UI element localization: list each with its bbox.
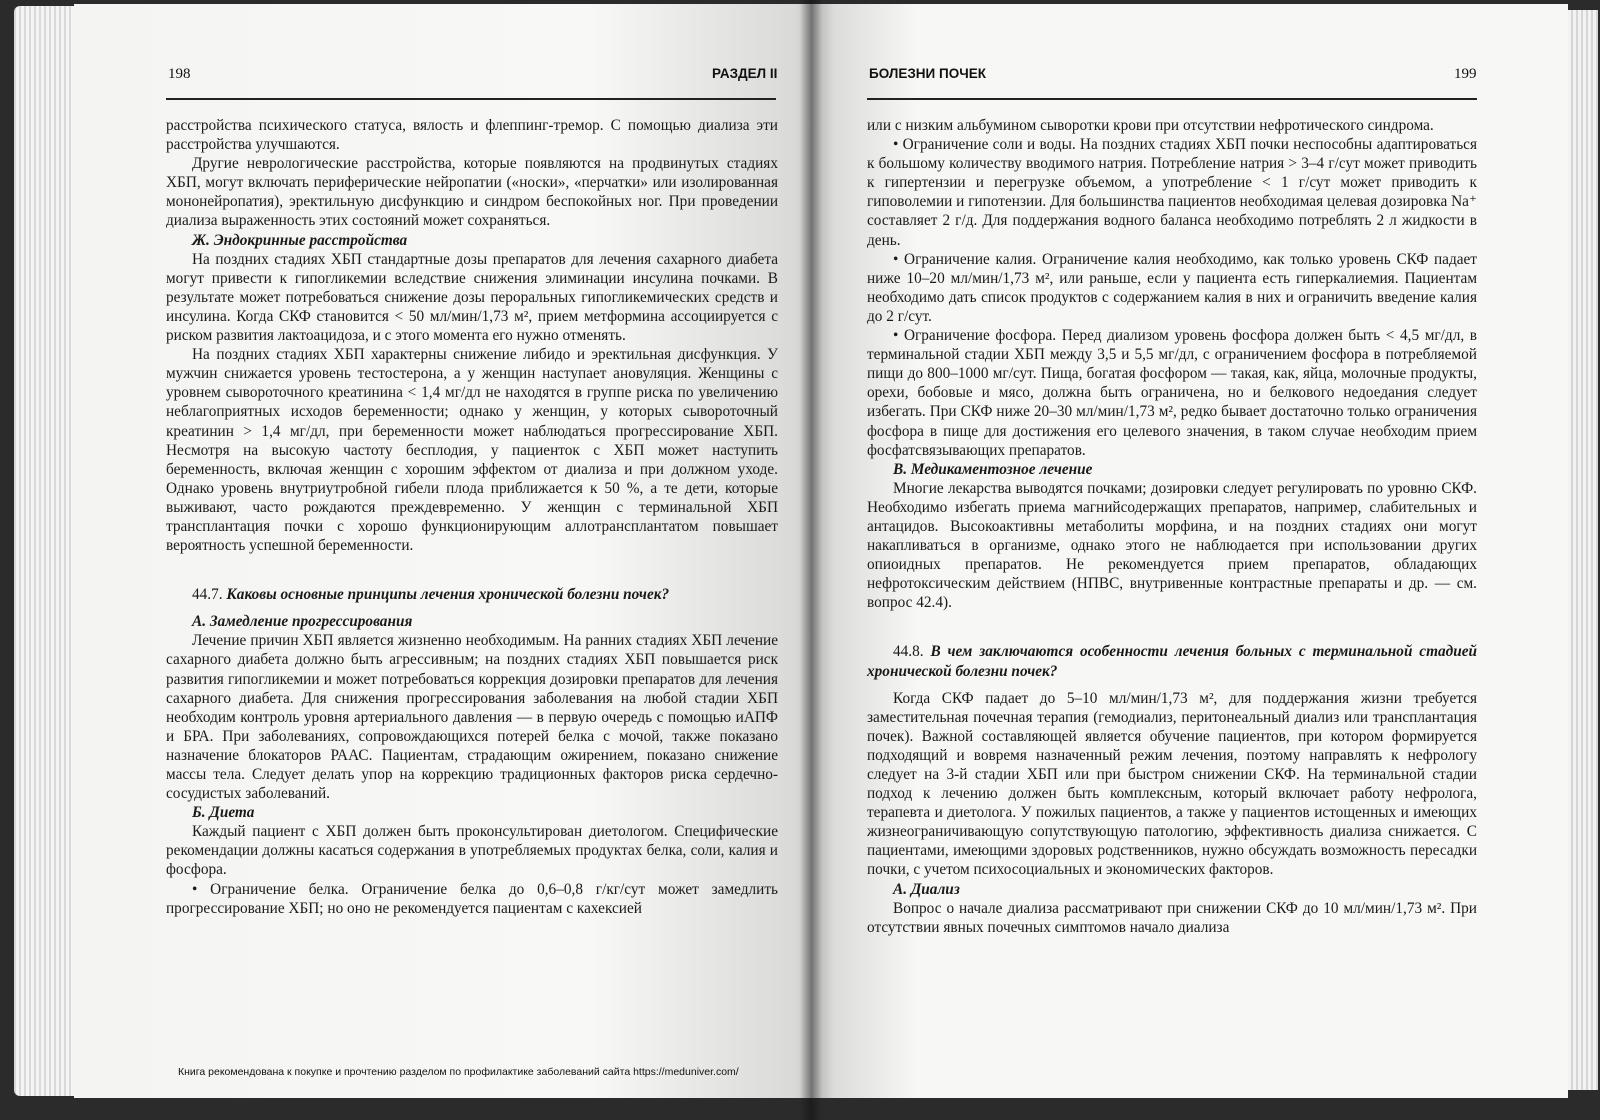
section-heading: В. Медикаментозное лечение	[893, 460, 1093, 478]
paragraph: расстройства психического статуса, вялость и флеппинг-тремор. С помощью диализа эти расстройства улучшаются.	[166, 117, 778, 154]
paragraph: Лечение причин ХБП является жизненно необходимым. На ранних стадиях ХБП лечение сахарного диабета должно быть агрессивным; на поздних стадиях ХБП повышается риск развития гипогликемии и может потребоваться коррекция дозировки препаратов для лечения сахарного диабета. Для снижения прогрессирования заболевания на любой стадии ХБП необходим контроль уровня артериального давления — в первую очередь с помощью иАПФ и БРА. При заболеваниях, сопровождающихся потерей белка с мочой, также показано назначение блокаторов РААС. Пациентам, страдающим ожирением, показано снижение массы тела. Следует делать упор на коррекцию традиционных факторов риска сердечно-сосудистых заболеваний.	[166, 632, 778, 803]
paragraph: • Ограничение фосфора. Перед диализом уровень фосфора должен быть < 4,5 мг/дл, в терминальной стадии ХБП между 3,5 и 5,5 мг/дл, с ограничением фосфора в потребляемой пищи до 800–1000 мг/сут. Пища, богатая фосфором — такая, как, яйца, молочные продукты, орехи, бобовые и мясо, должна быть ограничена, но и белкового недоедания следует избегать. При СКФ ниже 20–30 мл/мин/1,73 м², редко бывает достаточно только ограничения фосфора в пище для достижения его целевого значения, в таком случае необходим прием фосфатсвязывающих препаратов.	[867, 327, 1477, 459]
right-page-number: 199	[1454, 66, 1477, 82]
question-number: 44.7.	[192, 586, 223, 604]
paragraph: Другие неврологические расстройства, которые появляются на продвинутых стадиях ХБП, могут включать периферические нейропатии («носки», «перчатки» или изолированная мононейропатия), эректильную дисфункцию и синдром беспокойных ног. При проведении диализа выраженность этих состояний может сохраняться.	[166, 155, 778, 230]
paragraph: На поздних стадиях ХБП стандартные дозы препаратов для лечения сахарного диабета могут привести к гипогликемии вследствие снижения элиминации инсулина почками. В результате может потребоваться снижение дозы пероральных гипогликемических средств и инсулина. Когда СКФ становится < 50 мл/мин/1,73 м², прием метформина ассоциируется с риском развития лактоацидоза, и с этого момента его нужно отменять.	[166, 250, 778, 345]
section-heading: Б. Диета	[192, 804, 255, 822]
paragraph: Многие лекарства выводятся почками; дозировки следует регулировать по уровню СКФ. Необходимо избегать приема магнийсодержащих препаратов, например, слабительных и антацидов. Высокоактивны метаболиты морфина, и на поздних стадиях они могут накапливаться в организме, однако этого не наблюдается при использовании других опиоидных препаратов. Не рекомендуется прием препаратов, обладающих нефротоксическим действием (НПВС, внутривенные контрастные препараты и др. — см. вопрос 42.4).	[867, 479, 1477, 612]
right-page	[811, 4, 1568, 1098]
paragraph: На поздних стадиях ХБП характерны снижение либидо и эректильная дисфункция. У мужчин снижается уровень тестостерона, а у женщин наступает ановуляция. Женщины с уровнем сывороточного креатинина < 1,4 мг/дл не находятся в группе риска по увеличению неблагоприятных исходов беременности; однако у женщин, у которых сывороточный креатинин > 1,4 мг/дл, при беременности может наблюдаться прогрессирование ХБП. Несмотря на высокую частоту бесплодия, у пациенток с ХБП может наступить беременность, включая женщин с хорошим эффектом от диализа и при должном уходе. Однако уровень внутриутробной гибели плода приближается к 50 %, а те дети, которые выживают, часто рождаются преждевременно. У женщин с терминальной ХБП трансплантация почки с хорошо функционирующим аллотрансплантатом повышает вероятность успешной беременности.	[166, 346, 778, 555]
question-text: В чем заключаются особенности лечения больных с терминальной стадией хронической болезни почек?	[867, 643, 1478, 680]
question-text: Каковы основные принципы лечения хронической болезни почек?	[226, 586, 670, 604]
left-running-head: РАЗДЕЛ II	[712, 66, 778, 81]
left-text-column	[166, 116, 778, 918]
section-heading: Ж. Эндокринные расстройства	[192, 231, 408, 249]
book-gutter	[800, 0, 822, 1120]
question-heading	[166, 585, 778, 604]
right-text-column	[867, 116, 1477, 937]
paragraph: Когда СКФ падает до 5–10 мл/мин/1,73 м², для поддержания жизни требуется заместительная почечная терапия (гемодиализ, перитонеальный диализ или трансплантация почек). Важной составляющей является обучение пациентов, при котором формируется подходящий и вовремя назначенный режим лечения, поэтому направлять к нефрологу следует на 3-й стадии ХБП или при быстром снижении СКФ. На терминальной стадии подход к лечению должен быть комплексным, который включает работу нефролога, терапевта и диетолога. У пожилых пациентов, а также у пациентов истощенных и имеющих жизнеограничивающую сопутствующую патологию, эффективность диализа снижается. С пациентами, имеющими здоровых родственников, нужно обсуждать возможность пересадки почки, с учетом психосоциальных и экономических факторов.	[867, 689, 1477, 879]
right-running-head: БОЛЕЗНИ ПОЧЕК	[869, 66, 986, 81]
left-page-number: 198	[168, 66, 191, 82]
left-page	[74, 4, 811, 1098]
footer-note: Книга рекомендована к покупке и прочтению разделом по профилактике заболеваний сайта https://meduniver.com/	[178, 1066, 739, 1078]
paragraph: Каждый пациент с ХБП должен быть проконсультирован диетологом. Специфические рекомендации должны касаться содержания в употребляемых продуктах белка, соли, калия и фосфора.	[166, 823, 778, 879]
paragraph: • Ограничение соли и воды. На поздних стадиях ХБП почки неспособны адаптироваться к большому количеству вводимого натрия. Потребление натрия > 3–4 г/сут может приводить к гипертензии и перегрузке объемом, а употребление < 1 г/сут может приводить к гиповолемии и гипотензии. Для большинства пациентов необходимая целевая дозировка Na⁺ составляет 2 г/д. Для поддержания водного баланса необходимо потреблять 2 л жидкости в день.	[867, 136, 1477, 249]
question-number: 44.8.	[893, 643, 924, 661]
paragraph: Вопрос о начале диализа рассматривают при снижении СКФ до 10 мл/мин/1,73 м². При отсутствии явных почечных симптомов начало диализа	[867, 899, 1477, 936]
section-heading: А. Диализ	[893, 880, 960, 898]
paragraph: или с низким альбумином сыворотки крови при отсутствии нефротического синдрома.	[867, 117, 1434, 134]
paragraph: • Ограничение белка. Ограничение белка до 0,6–0,8 г/кг/сут может замедлить прогрессирование ХБП; но оно не рекомендуется пациентам с кахексией	[166, 880, 778, 917]
page-edges-right	[1568, 10, 1598, 1090]
paragraph: • Ограничение калия. Ограничение калия необходимо, как только уровень СКФ падает ниже 10–20 мл/мин/1,73 м², или раньше, если у пациента есть гиперкалиемия. Пациентам необходимо дать список продуктов с содержанием калия в них и ограничить введение калия до 2 г/сут.	[867, 250, 1477, 325]
question-heading	[867, 642, 1477, 680]
right-header-rule	[867, 98, 1477, 100]
left-header-rule	[166, 98, 776, 100]
section-heading: А. Замедление прогрессирования	[192, 613, 413, 631]
